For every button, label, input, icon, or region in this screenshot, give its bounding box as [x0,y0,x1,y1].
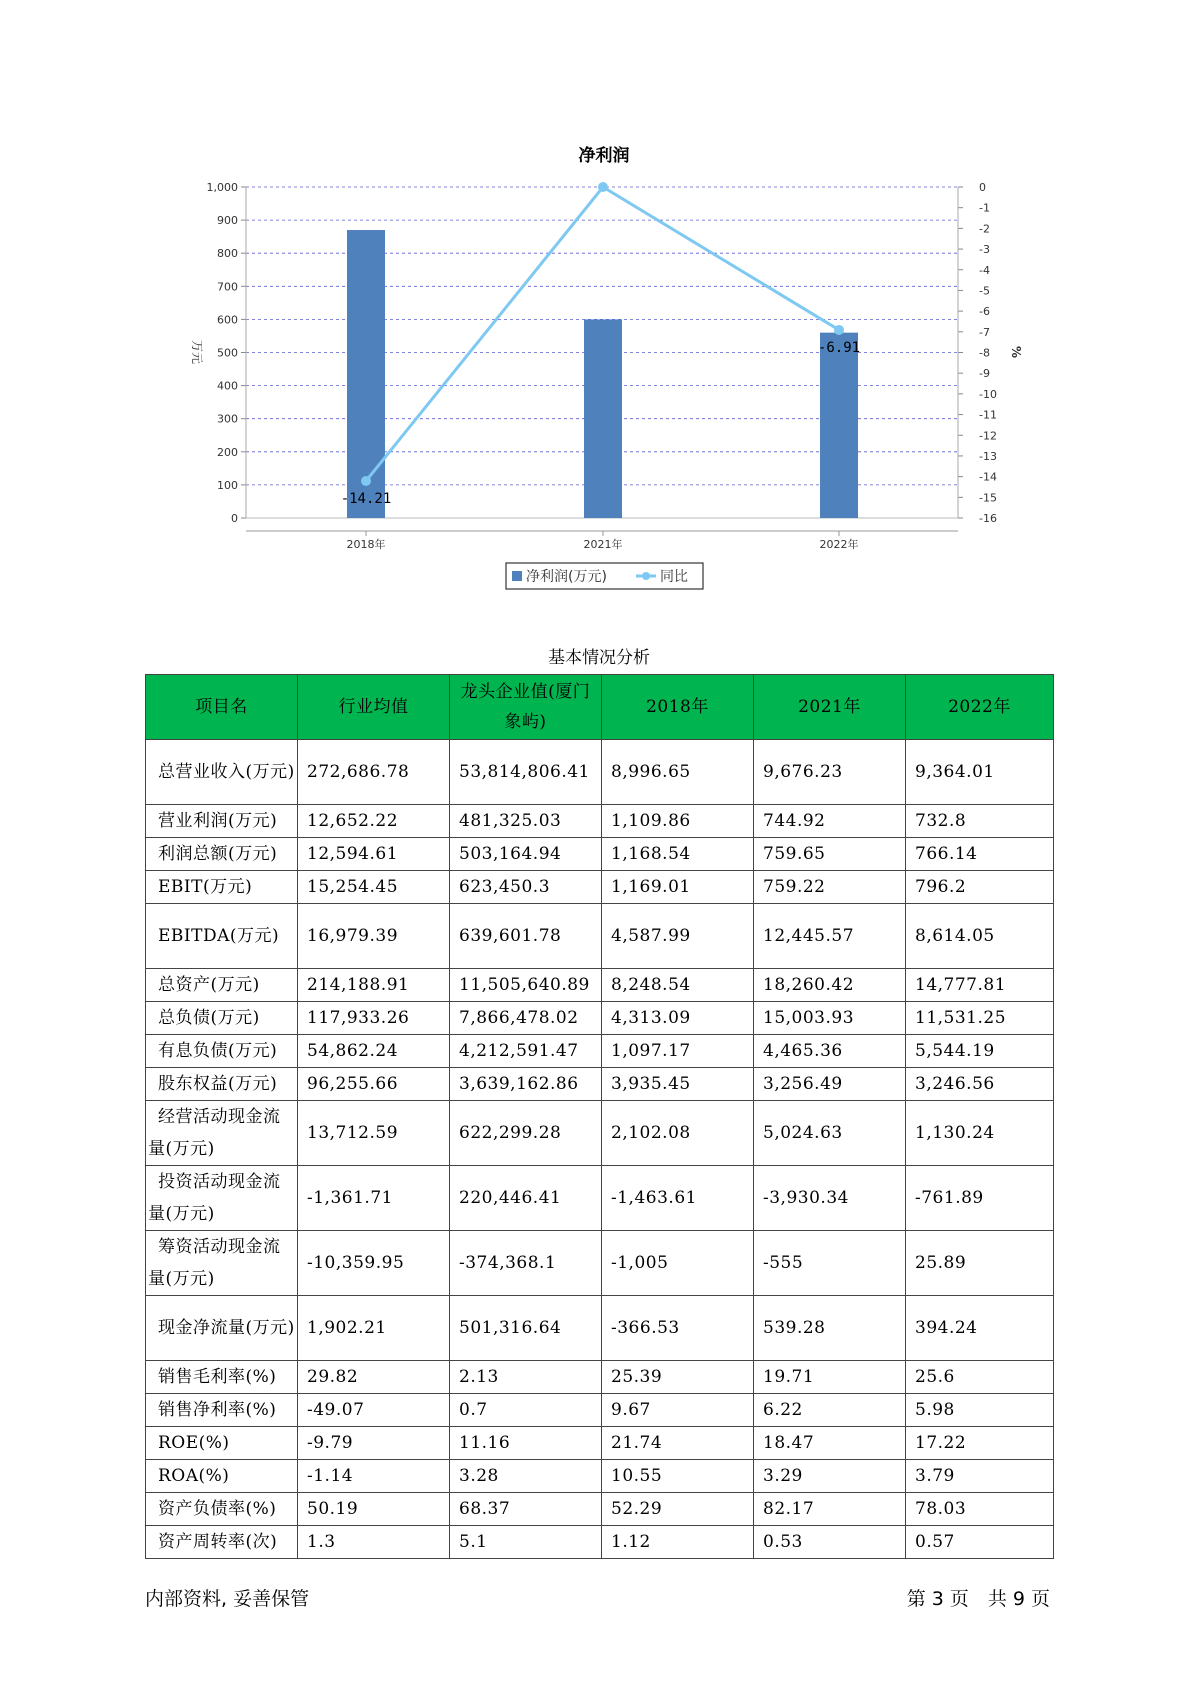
row-label-cell: 销售毛利率(%) [146,1361,298,1394]
table-cell: 5.1 [450,1526,602,1559]
table-cell: 12,594.61 [298,838,450,871]
table-cell: -1,463.61 [602,1166,754,1231]
table-cell: 15,003.93 [754,1002,906,1035]
table-cell: 4,313.09 [602,1002,754,1035]
table-row [146,805,1054,838]
data-label: -14.21 [340,490,392,507]
y2-tick-label: -2 [979,222,990,236]
y-tick-label: 100 [217,478,238,492]
y-tick-label: 900 [217,214,238,228]
basic-analysis-table [145,674,1054,1559]
y2-tick-label: -5 [979,284,990,298]
table-cell: 503,164.94 [450,838,602,871]
y2-tick-label: -3 [979,243,990,257]
table-cell: 82.17 [754,1493,906,1526]
table-cell: 54,862.24 [298,1035,450,1068]
table-cell: 13,712.59 [298,1101,450,1166]
table-cell: 11,505,640.89 [450,969,602,1002]
row-label-cell: ROA(%) [146,1460,298,1493]
page-prefix: 第 [906,1588,926,1610]
table-cell: -3,930.34 [754,1166,906,1231]
row-label-cell: EBITDA(万元) [146,904,298,969]
table-row [146,1296,1054,1361]
table-cell: 3.29 [754,1460,906,1493]
table-cell: 78.03 [906,1493,1054,1526]
y2-tick-label: -12 [979,429,997,443]
row-label-cell: 投资活动现金流量(万元) [146,1166,298,1231]
table-cell: 8,248.54 [602,969,754,1002]
table-cell: 2,102.08 [602,1101,754,1166]
table-cell: 732.8 [906,805,1054,838]
y2-tick-label: -7 [979,325,990,339]
table-cell: 5,544.19 [906,1035,1054,1068]
table-cell: 759.22 [754,871,906,904]
table-cell: 501,316.64 [450,1296,602,1361]
row-label-cell: 营业利润(万元) [146,805,298,838]
table-row [146,838,1054,871]
line-point [834,325,844,335]
table-cell: -555 [754,1231,906,1296]
row-label-cell: ROE(%) [146,1427,298,1460]
table-row [146,871,1054,904]
table-cell: 14,777.81 [906,969,1054,1002]
footer-confidential-note: 内部资料, 妥善保管 [145,1588,310,1610]
table-cell: 4,465.36 [754,1035,906,1068]
table-cell: 29.82 [298,1361,450,1394]
table-cell: -374,368.1 [450,1231,602,1296]
y2-tick-label: -16 [979,512,997,525]
table-cell: 639,601.78 [450,904,602,969]
table-row [146,1101,1054,1166]
table-cell: 8,614.05 [906,904,1054,969]
y-tick-label: 300 [217,412,238,426]
page-total: 9 [1012,1588,1025,1610]
table-cell: 11,531.25 [906,1002,1054,1035]
header-cell: 龙头企业值(厦门象屿) [450,675,602,740]
table-row [146,1460,1054,1493]
table-cell: 117,933.26 [298,1002,450,1035]
row-label-cell: EBIT(万元) [146,871,298,904]
table-cell: 0.53 [754,1526,906,1559]
y-tick-label: 1,000 [206,181,238,194]
table-row [146,904,1054,969]
y-tick-label: 700 [217,280,238,294]
header-cell: 2022年 [906,675,1054,740]
bar-series [347,230,861,518]
table-cell: 481,325.03 [450,805,602,838]
table-cell: 0.57 [906,1526,1054,1559]
net-profit-chart [0,0,1191,620]
y-tick-label: 200 [217,445,238,459]
table-cell: 272,686.78 [298,740,450,805]
bar [817,333,861,518]
table-cell: 3,256.49 [754,1068,906,1101]
table-row [146,1427,1054,1460]
table-cell: 3.28 [450,1460,602,1493]
y2-tick-label: -8 [979,346,990,360]
table-cell: 4,587.99 [602,904,754,969]
table-cell: 68.37 [450,1493,602,1526]
table-cell: -1,005 [602,1231,754,1296]
table-row [146,1361,1054,1394]
table-cell: 19.71 [754,1361,906,1394]
table-cell: 3,639,162.86 [450,1068,602,1101]
table-cell: 394.24 [906,1296,1054,1361]
table-cell: 0.7 [450,1394,602,1427]
row-label-cell: 总资产(万元) [146,969,298,1002]
row-label-cell: 现金净流量(万元) [146,1296,298,1361]
table-cell: 21.74 [602,1427,754,1460]
y2-tick-label: -10 [979,387,997,401]
table-cell: 9,676.23 [754,740,906,805]
table-cell: -366.53 [602,1296,754,1361]
table-row [146,1493,1054,1526]
table-cell: 622,299.28 [450,1101,602,1166]
table-cell: 744.92 [754,805,906,838]
table-cell: 12,445.57 [754,904,906,969]
table-cell: 1,097.17 [602,1035,754,1068]
y-tick-label: 400 [217,379,238,393]
y2-tick-label: -11 [979,408,997,422]
x-tick-label: 2022年 [819,538,859,551]
legend-label-line: 同比 [660,569,688,585]
y2-tick-label: -15 [979,491,997,505]
table-cell: 1.12 [602,1526,754,1559]
table-row [146,1068,1054,1101]
y2-tick-label: 0 [979,181,986,194]
table-cell: 1,169.01 [602,871,754,904]
row-label-cell: 总营业收入(万元) [146,740,298,805]
header-cell: 行业均值 [298,675,450,740]
row-label-cell: 有息负债(万元) [146,1035,298,1068]
y2-tick-label: -13 [979,449,997,463]
y-tick-label: 800 [217,247,238,261]
table-cell: -49.07 [298,1394,450,1427]
chart-title: 净利润 [578,146,630,166]
bar [347,230,385,518]
table-cell: 50.19 [298,1493,450,1526]
table-cell: 8,996.65 [602,740,754,805]
table-cell: 18,260.42 [754,969,906,1002]
table-row [146,1166,1054,1231]
legend-swatch-point [642,572,650,580]
table-cell: -761.89 [906,1166,1054,1231]
table-cell: 96,255.66 [298,1068,450,1101]
table-header-row [146,675,1054,740]
y2-tick-label: -9 [979,367,990,381]
table-cell: 3,246.56 [906,1068,1054,1101]
table-cell: 9,364.01 [906,740,1054,805]
table-row [146,1231,1054,1296]
page-suffix: 页 [1030,1588,1050,1610]
header-cell: 项目名 [146,675,298,740]
table-cell: 25.39 [602,1361,754,1394]
y-tick-label: 500 [217,346,238,360]
table-cell: 12,652.22 [298,805,450,838]
table-cell: 6.22 [754,1394,906,1427]
table-cell: 759.65 [754,838,906,871]
table-cell: 3.79 [906,1460,1054,1493]
row-label-cell: 经营活动现金流量(万元) [146,1101,298,1166]
table-row [146,1394,1054,1427]
table-cell: -1,361.71 [298,1166,450,1231]
table-cell: 7,866,478.02 [450,1002,602,1035]
table-cell: 11.16 [450,1427,602,1460]
table-cell: 2.13 [450,1361,602,1394]
table-cell: 3,935.45 [602,1068,754,1101]
table-body [146,740,1054,1559]
y2-tick-label: -4 [979,263,990,277]
row-label-cell: 利润总额(万元) [146,838,298,871]
header-cell: 2021年 [754,675,906,740]
table-cell: 220,446.41 [450,1166,602,1231]
page-current: 3 [931,1588,944,1610]
row-label-cell: 筹资活动现金流量(万元) [146,1231,298,1296]
table-cell: 623,450.3 [450,871,602,904]
table-cell: 17.22 [906,1427,1054,1460]
table-cell: 766.14 [906,838,1054,871]
row-label-cell: 资产负债率(%) [146,1493,298,1526]
y-tick-label: 600 [217,313,238,327]
line-point [361,476,371,486]
table-row [146,740,1054,805]
table-cell: 1,168.54 [602,838,754,871]
x-tick-label: 2018年 [346,538,386,551]
table-cell: 25.6 [906,1361,1054,1394]
table-cell: 796.2 [906,871,1054,904]
table-cell: 214,188.91 [298,969,450,1002]
table-cell: 16,979.39 [298,904,450,969]
row-label-cell: 资产周转率(次) [146,1526,298,1559]
table-cell: 1,109.86 [602,805,754,838]
table-cell: 5,024.63 [754,1101,906,1166]
row-label-cell: 销售净利率(%) [146,1394,298,1427]
table-cell: 53,814,806.41 [450,740,602,805]
table-cell: 52.29 [602,1493,754,1526]
chart-legend [506,563,703,589]
table-cell: 25.89 [906,1231,1054,1296]
page-mid: 页 共 [949,1588,1007,1610]
table-cell: -1.14 [298,1460,450,1493]
table-cell: 1,130.24 [906,1101,1054,1166]
x-tick-label: 2021年 [583,538,623,551]
row-label-cell: 总负债(万元) [146,1002,298,1035]
y2-tick-label: -1 [979,201,990,215]
line-point [598,182,608,192]
table-cell: 5.98 [906,1394,1054,1427]
data-label: -6.91 [817,339,861,356]
y-axis-label: 万元 [190,339,204,365]
table-cell: 1.3 [298,1526,450,1559]
table-cell: -9.79 [298,1427,450,1460]
bar [584,319,622,518]
legend-label-bar: 净利润(万元) [526,569,607,585]
row-label-cell: 股东权益(万元) [146,1068,298,1101]
footer-page-number [904,1584,1053,1611]
y2-tick-label: -6 [979,305,990,319]
header-cell: 2018年 [602,675,754,740]
table-row [146,1526,1054,1559]
table-cell: 1,902.21 [298,1296,450,1361]
table-cell: 15,254.45 [298,871,450,904]
table-cell: 10.55 [602,1460,754,1493]
table-cell: 9.67 [602,1394,754,1427]
y2-tick-label: -14 [979,470,997,484]
y2-axis-label: % [1009,345,1023,359]
table-cell: 4,212,591.47 [450,1035,602,1068]
table-cell: -10,359.95 [298,1231,450,1296]
table-row [146,1035,1054,1068]
legend-swatch-bar [512,571,522,581]
table-cell: 18.47 [754,1427,906,1460]
table-caption: 基本情况分析 [548,648,650,668]
table-cell: 539.28 [754,1296,906,1361]
table-row [146,969,1054,1002]
table-row [146,1002,1054,1035]
y-tick-label: 0 [231,512,238,525]
